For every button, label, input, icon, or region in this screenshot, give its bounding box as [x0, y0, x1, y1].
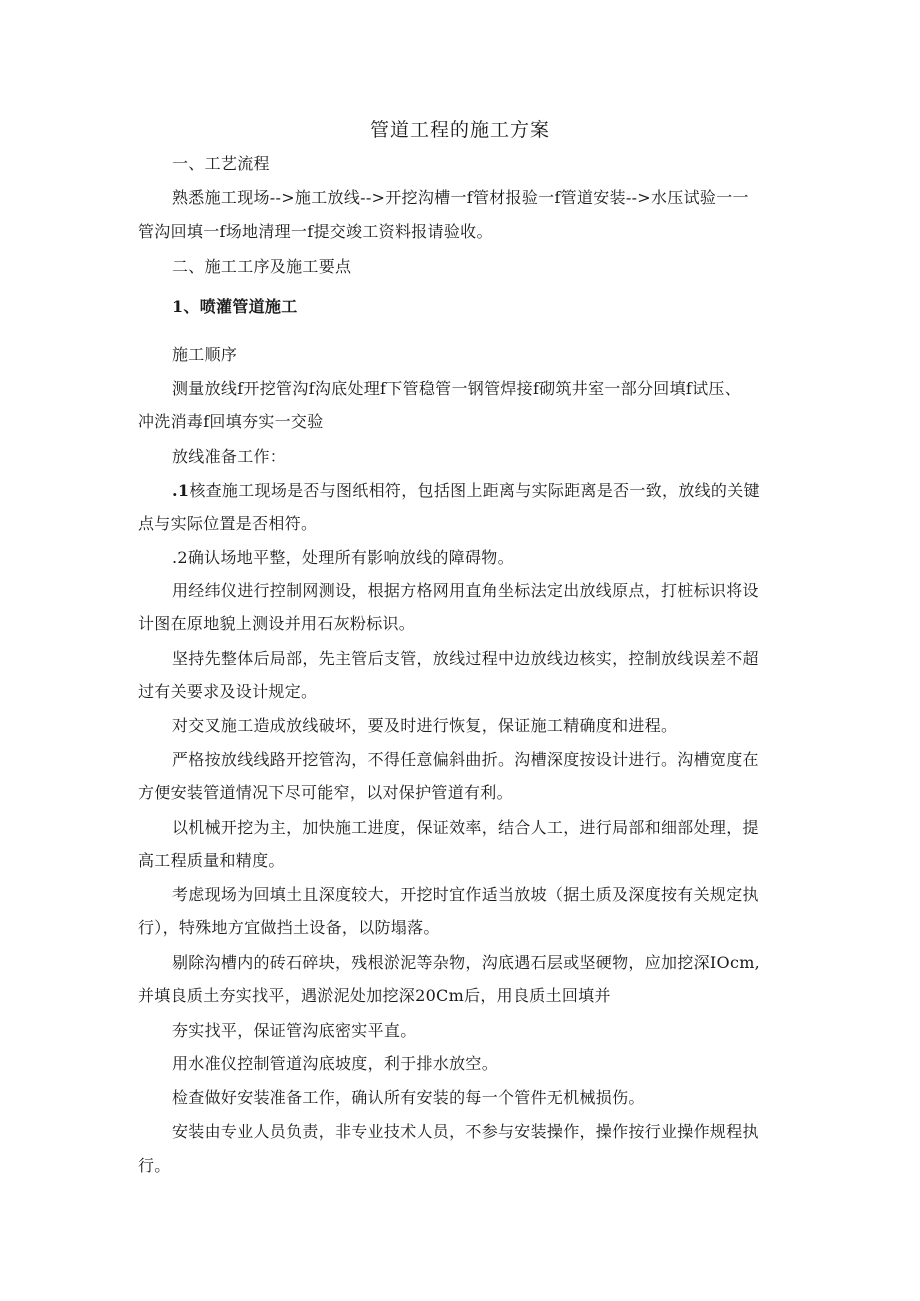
- paragraph-line: .2确认场地平整，处理所有影响放线的障碍物。: [172, 548, 514, 567]
- paragraph-line: 检查做好安装准备工作，确认所有安装的每一个管件无机械损伤。: [172, 1088, 645, 1107]
- paragraph-heading: 放线准备工作：: [172, 447, 287, 466]
- paragraph-line: 点与实际位置是否相符。: [138, 514, 318, 533]
- paragraph-line: 用水准仪控制管道沟底坡度，利于排水放空。: [172, 1054, 499, 1073]
- paragraph-line: 管沟回填一f场地清理一f提交竣工资料报请验收。: [138, 222, 493, 241]
- paragraph-line: 考虑现场为回填土且深度较大，开挖时宜作适当放坡（据土质及深度按有关规定执: [172, 885, 759, 904]
- paragraph-line: 用经纬仪进行控制网测设，根据方格网用直角坐标法定出放线原点，打桩标识将设: [172, 581, 759, 600]
- subsection-heading: 1、喷灌管道施工: [172, 297, 298, 316]
- paragraph-line: 夯实找平，保证管沟底密实平直。: [172, 1021, 417, 1040]
- paragraph-line: 计图在原地貌上测设并用石灰粉标识。: [138, 614, 416, 633]
- paragraph-line: 安装由专业人员负责，非专业技术人员，不参与安装操作，操作按行业操作规程执: [172, 1122, 759, 1141]
- paragraph-line: 严格按放线线路开挖管沟，不得任意偏斜曲折。沟槽深度按设计进行。沟槽宽度在: [172, 750, 759, 769]
- paragraph-line: 测量放线f开挖管沟f沟底处理f下管稳管一钢管焊接f砌筑井室一部分回填f试压、: [172, 379, 742, 398]
- section-heading-procedure: 二、施工工序及施工要点: [172, 257, 352, 276]
- section-heading-process: 一、工艺流程: [172, 154, 270, 173]
- paragraph-line: 行），特殊地方宜做挡土设备，以防塌落。: [138, 918, 440, 937]
- document-title: 管道工程的施工方案: [369, 119, 550, 141]
- paragraph-line: 剔除沟槽内的砖石碎块，残根淤泥等杂物，沟底遇石层或坚硬物，应加挖深IOcm,: [172, 953, 761, 972]
- paragraph-line: 坚持先整体后局部，先主管后支管，放线过程中边放线边核实，控制放线误差不超: [172, 649, 759, 668]
- paragraph-heading: 施工顺序: [172, 345, 238, 364]
- paragraph-line: 高工程质量和精度。: [138, 851, 285, 870]
- paragraph-line: 以机械开挖为主，加快施工进度，保证效率，结合人工，进行局部和细部处理，提: [172, 818, 759, 837]
- paragraph-line: 行。: [138, 1156, 171, 1175]
- paragraph-line: 对交叉施工造成放线破坏，要及时进行恢复，保证施工精确度和进程。: [172, 716, 678, 735]
- paragraph-line: 方便安装管道情况下尽可能窄，以对保护管道有利。: [138, 783, 513, 802]
- paragraph-line: .1核查施工现场是否与图纸相符，包括图上距离与实际距离是否一致，放线的关键: [172, 481, 760, 500]
- paragraph-line: 过有关要求及设计规定。: [138, 682, 318, 701]
- paragraph-line: 熟悉施工现场-->施工放线-->开挖沟槽一f管材报验一f管道安装-->水压试验一一: [172, 188, 749, 207]
- paragraph-line: 并填良质土夯实找平，遇淤泥处加挖深20Cm后，用良质土回填并: [138, 986, 611, 1005]
- paragraph-line: 冲洗消毒f回填夯实一交验: [138, 412, 324, 431]
